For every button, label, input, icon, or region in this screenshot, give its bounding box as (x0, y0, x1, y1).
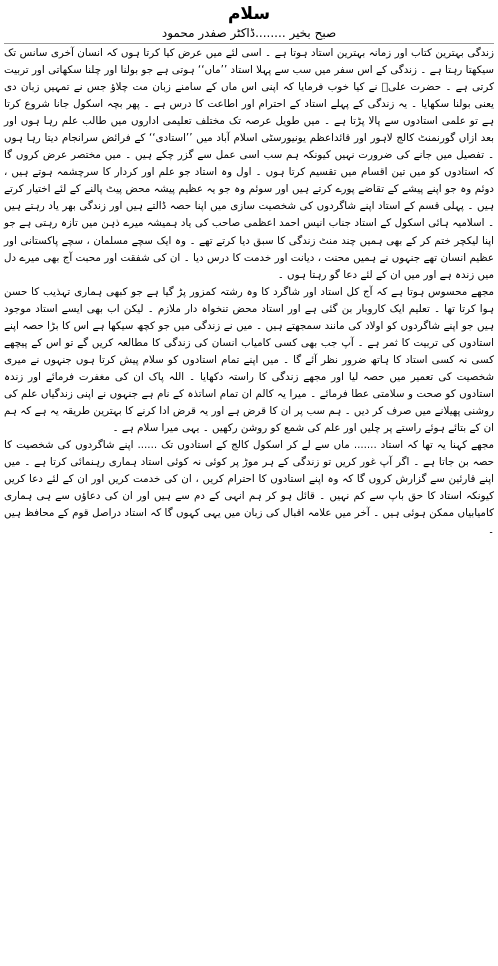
article-byline: صبح بخیر ........ڈاکٹر صفدر محمود (161, 26, 337, 40)
article-header (4, 0, 494, 41)
article-paragraph-1: زندگی بہترین کتاب اور زمانہ بہترین استاد ہوتا ہے ۔ اسی لئے میں عرض کیا کرتا ہوں کہ انسان آخری سانس تک سیکھتا رہتا ہے ۔ زندگی کے اس سفر میں سب سے پہلا استاد ’’ماں‘‘ ہوتی ہے جو بولنا اور چلنا سکھاتی اور تربیت کرتی ہے ۔ حضرت علیؓ نے کیا خوب فرمایا کہ اپنی اس ماں کے سامنے زبان مت چلاؤ جس نے تمہیں زبان دی یعنی بولنا سکھایا ۔ یہ زندگی کے پہلے استاد کے احترام اور اطاعت کا درس ہے ۔ پھر بچہ اسکول جانا شروع کرتا ہے تو علمی استادوں سے پالا پڑتا ہے ۔ میں طویل عرصہ تک مختلف تعلیمی اداروں میں طالب علم رہا ہوں اور بعد ازاں گورنمنٹ کالج لاہور اور قائداعظم یونیورسٹی اسلام آباد میں ’’استادی‘‘ کے فرائض سرانجام دیتا رہا ہوں ۔ تفصیل میں جانے کی ضرورت نہیں کیونکہ ہم سب اسی عمل سے گزر چکے ہیں ۔ میں مختصر عرض کروں گا کہ استادوں کو میں تین اقسام میں تقسیم کرتا ہوں ۔ اول وہ استاد جو علم اور کردار کا سرچشمہ ہوتے ہیں ، دوئم وہ جو اپنے پیشے کے تقاضے پورے کرتے ہیں اور سوئم وہ جو یہ عظیم پیشہ محض پیٹ پالنے کے لئے اختیار کرتے ہیں ۔ پہلی قسم کے استاد اپنے شاگردوں کی شخصیت سازی میں اپنا حصہ ڈالتے ہیں اور زندگی بھر یاد رہتے ہیں ۔ اسلامیہ ہائی اسکول کے استاد جناب انیس احمد اعظمی صاحب کی یاد ہمیشہ میرے ذہن میں تازہ رہتی ہے جو اپنا لیکچر ختم کر کے بھی ہمیں چند منٹ زندگی کا سبق دیا کرتے تھے ۔ وہ ایک سچے مسلمان ، سچے پاکستانی اور عظیم انسان تھے جنہوں نے ہمیں محنت ، دیانت اور خدمت کا درس دیا ۔ ان کی شفقت اور محبت آج بھی میرے دل میں زندہ ہے اور میں ان کے لئے دعا گو رہتا ہوں ۔ (4, 47, 494, 281)
article-paragraph-2: مجھے محسوس ہوتا ہے کہ آج کل استاد اور شاگرد کا وہ رشتہ کمزور پڑ گیا ہے جو کبھی ہماری تہذیب کا حسن ہوا کرتا تھا ۔ تعلیم ایک کاروبار بن گئی ہے اور استاد محض تنخواہ دار ملازم ۔ لیکن اب بھی ایسے استاد موجود ہیں جو اپنے شاگردوں کو اولاد کی مانند سمجھتے ہیں ۔ میں نے زندگی میں جو کچھ سیکھا ہے اس کا بڑا حصہ اپنے استادوں کی تربیت کا ثمر ہے ۔ آپ جب بھی کسی کامیاب انسان کی زندگی کا مطالعہ کریں گے تو اس کے پیچھے کسی نہ کسی استاد کا ہاتھ ضرور نظر آئے گا ۔ میں اپنے تمام استادوں کو سلام پیش کرتا ہوں جنہوں نے میری شخصیت کی تعمیر میں حصہ لیا اور مجھے زندگی کا راستہ دکھایا ۔ اللہ پاک ان کی مغفرت فرمائے اور زندہ استادوں کو صحت و سلامتی عطا فرمائے ۔ میرا یہ کالم ان تمام اساتذہ کے نام ہے جنہوں نے اپنی زندگیاں علم کی روشنی پھیلانے میں صرف کر دیں ۔ ہم سب پر ان کا قرض ہے اور یہ قرض ادا کرنے کا بہترین طریقہ یہ ہے کہ ہم ان کے بتائے ہوئے راستے پر چلیں اور علم کی شمع کو روشن رکھیں ۔ یہی میرا سلام ہے ۔ (4, 285, 494, 435)
header-divider (4, 43, 494, 44)
article-title: سلام (227, 4, 271, 24)
article-paragraph-3: مجھے کہنا یہ تھا کہ استاد ....... ماں سے لے کر اسکول کالج کے استادوں تک ...... اپنے شاگردوں کی شخصیت کا حصہ بن جاتا ہے ۔ اگر آپ غور کریں تو زندگی کے ہر موڑ پر کوئی نہ کوئی استاد ہماری رہنمائی کرتا ہے ۔ میں اپنے قارئین سے گزارش کروں گا کہ وہ اپنے استادوں کا احترام کریں ، ان کی خدمت کریں اور ان کے لئے دعا کریں کیونکہ استاد کا حق باپ سے کم نہیں ۔ قائل ہو کر ہم انہی کے دم سے ہیں اور ان کی دعاؤں سے ہی ہماری کامیابیاں ممکن ہوئی ہیں ۔ آخر میں علامہ اقبال کی زبان میں یہی کہوں گا کہ استاد دراصل قوم کے محافظ ہیں ۔ (4, 439, 494, 537)
